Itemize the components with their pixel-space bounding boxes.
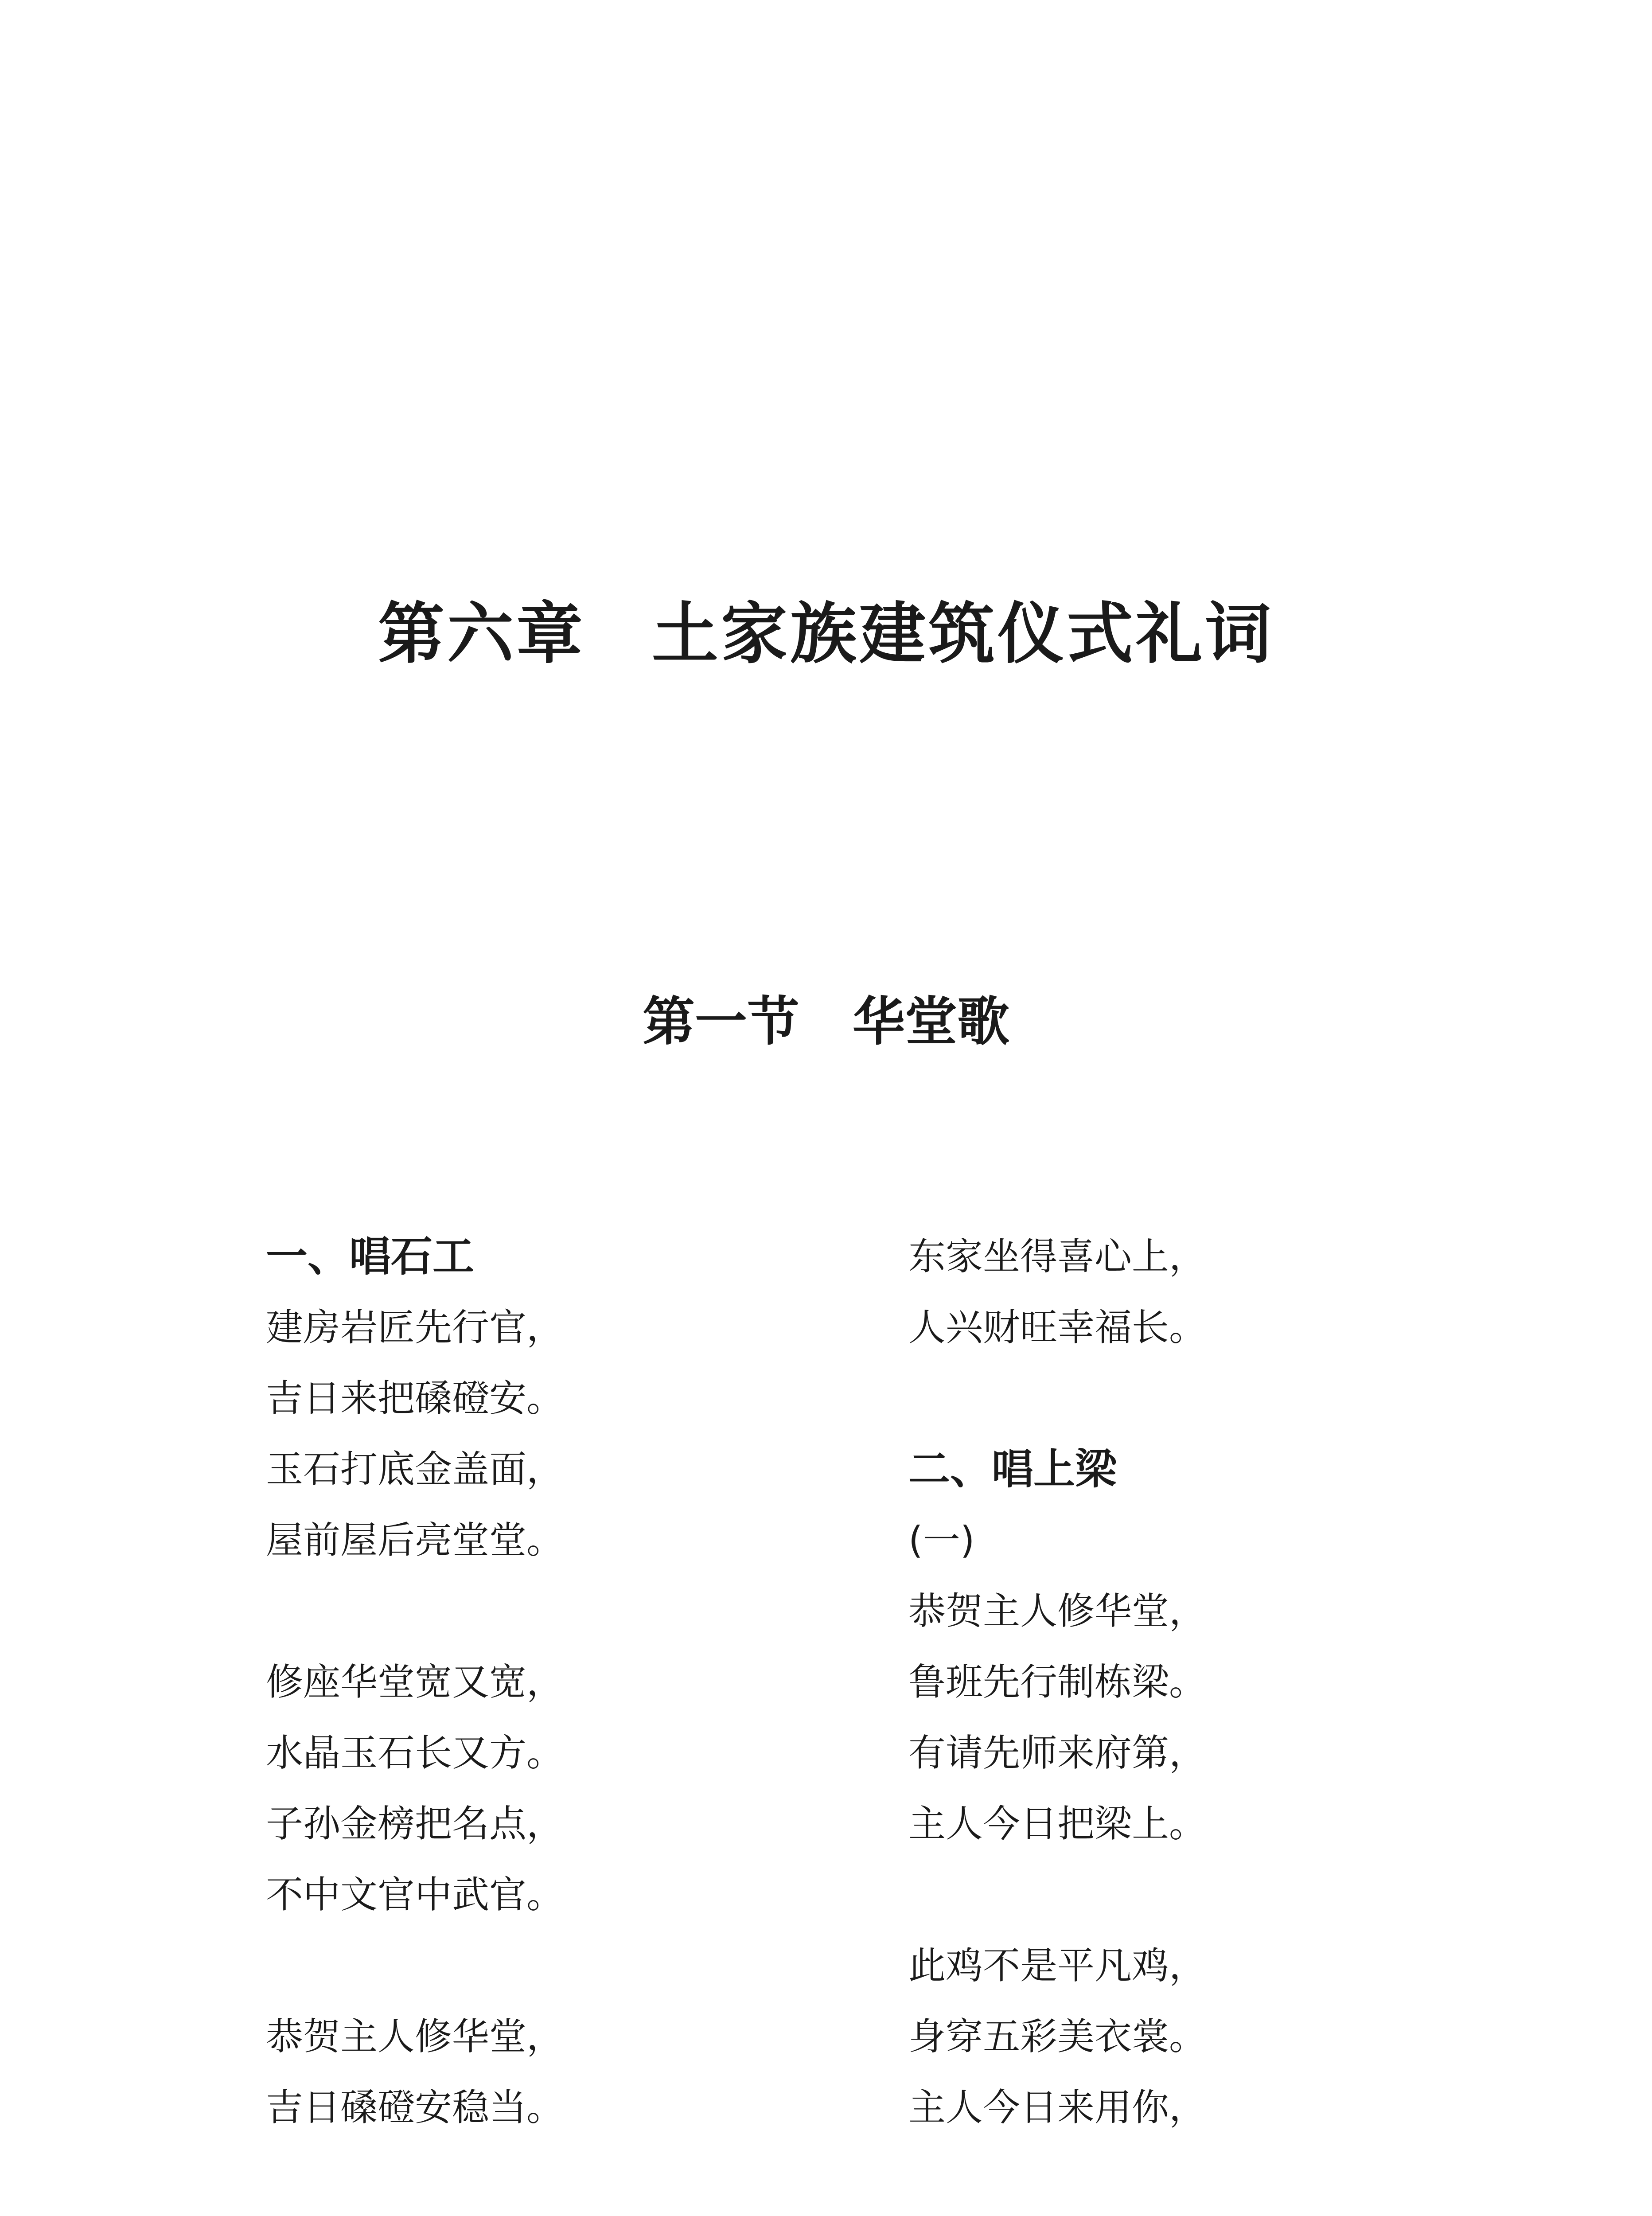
verse-line: 此鸡不是平凡鸡， xyxy=(908,1944,1207,1987)
verse-line: 恭贺主人修华堂， xyxy=(908,1589,1207,1633)
section-number: 第一节 xyxy=(642,991,799,1052)
section-title xyxy=(0,986,1652,1057)
verse-line: 主人今日把梁上。 xyxy=(908,1802,1207,1845)
verse-line: 水晶玉石长又方。 xyxy=(266,1731,564,1775)
verse-line: 建房岩匠先行官， xyxy=(266,1306,564,1349)
stanza xyxy=(908,1941,1484,2154)
verse-line: 鲁班先行制栋梁。 xyxy=(908,1660,1207,1704)
verse-line: 身穿五彩美衣裳。 xyxy=(908,2015,1207,2058)
chapter-number: 第六章 xyxy=(378,595,585,673)
verse-line: 修座华堂宽又宽， xyxy=(266,1660,564,1704)
verse-line: 主人今日来用你， xyxy=(908,2086,1207,2129)
verse-line: 子孙金榜把名点， xyxy=(266,1802,564,1845)
verse-line: 东家坐得喜心上， xyxy=(908,1235,1207,1278)
verse-line: 恭贺主人修华堂， xyxy=(266,2015,564,2058)
chapter-title xyxy=(0,589,1652,678)
stanza xyxy=(266,1303,842,1587)
stanza-separator xyxy=(266,1587,842,1658)
stanza xyxy=(908,1587,1484,1870)
verse-line: 不中文官中武官。 xyxy=(266,1873,564,1916)
verse-line: 吉日来把磉磴安。 xyxy=(266,1377,564,1420)
subsection-heading-stonework: 一、唱石工 xyxy=(266,1232,475,1281)
stanza-continuation xyxy=(908,1232,1484,1374)
verse-line: 有请先师来府第， xyxy=(908,1731,1207,1775)
sub-heading-number: (一) xyxy=(908,1518,975,1562)
verse-line: 吉日磉磴安稳当。 xyxy=(266,2086,564,2129)
chapter-name: 土家族建筑仪式礼词 xyxy=(652,595,1274,673)
verse-line: 玉石打底金盖面， xyxy=(266,1447,564,1491)
stanza xyxy=(266,1658,842,1941)
stanza-separator xyxy=(908,1870,1484,1941)
left-column xyxy=(266,1232,842,2154)
right-column xyxy=(908,1232,1484,2154)
stanza xyxy=(266,2012,842,2154)
verse-line: 屋前屋后亮堂堂。 xyxy=(266,1518,564,1562)
page-number xyxy=(193,2214,254,2216)
stanza-separator xyxy=(266,1941,842,2012)
verse-line: 人兴财旺幸福长。 xyxy=(908,1306,1207,1349)
stanza-separator xyxy=(908,1374,1484,1445)
section-name: 华堂歌 xyxy=(853,991,1010,1052)
subsection-heading-beam-raising: 二、唱上梁 xyxy=(908,1445,1117,1494)
